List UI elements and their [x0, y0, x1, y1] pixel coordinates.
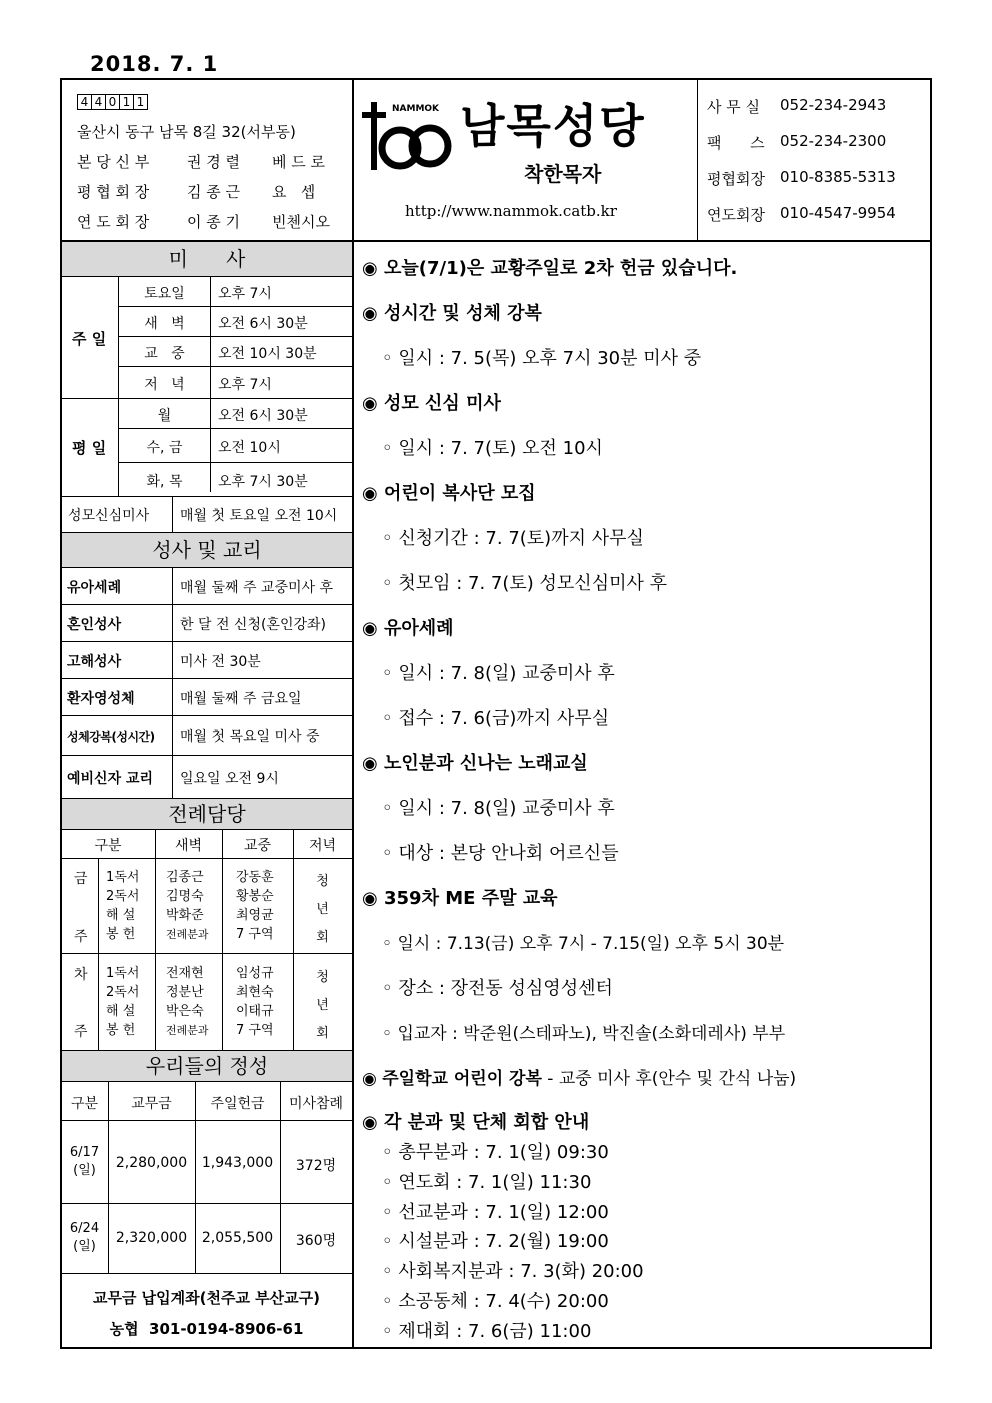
sub-bullet-icon: ◦: [382, 528, 393, 549]
meeting-text: 사회복지분과 : 7. 3(화) 20:00: [398, 1261, 644, 1282]
minister: 강동훈: [236, 870, 274, 885]
sub-bullet-icon: ◦: [382, 978, 393, 999]
contact-label: 연도회장: [707, 206, 765, 224]
mass-header: 미 사: [62, 242, 352, 276]
bullet-icon: ◉: [362, 618, 378, 639]
notice-text: 359차 ME 주말 교육: [384, 888, 558, 909]
notice-text: 성시간 및 성체 강복: [384, 303, 542, 324]
sub-bullet-icon: ◦: [382, 1172, 393, 1193]
sacrament-name: 예비신자 교리: [67, 771, 154, 787]
bullet-icon: ◉: [362, 393, 378, 414]
notice-detail: [382, 839, 619, 865]
special-mass-time: 매월 첫 토요일 오전 10시: [180, 508, 338, 524]
mass-name: 새 벽: [144, 316, 185, 332]
meeting-item: [382, 1287, 609, 1313]
rule: [118, 428, 352, 429]
collection-value: 1,943,000: [201, 1155, 274, 1171]
notice-text: 성모 신심 미사: [384, 393, 501, 414]
meeting-item: [382, 1317, 591, 1343]
rule: [118, 306, 352, 307]
notice: [362, 299, 542, 325]
minister: 정분난: [166, 985, 204, 1000]
bullet-icon: ◉: [362, 1069, 377, 1089]
contact-value: 010-8385-5313: [780, 168, 896, 186]
sub-bullet-icon: ◦: [382, 1321, 393, 1342]
liturgy-col-header: 교중: [243, 838, 272, 854]
evening-ministers: [293, 964, 352, 1048]
contact-value: 052-234-2300: [780, 132, 887, 150]
notice: [362, 1064, 796, 1089]
detail-text: 일시 : 7.13(금) 오후 7시 - 7.15(일) 오후 5시 30분: [397, 934, 785, 954]
rule: [118, 366, 352, 367]
rule: [61, 755, 352, 756]
detail-text: 일시 : 7. 8(일) 교중미사 후: [398, 663, 615, 684]
minister: 7 구역: [236, 1023, 274, 1038]
sacrament-value: 매월 둘째 주 교중미사 후: [180, 580, 334, 596]
minister: 황봉순: [236, 889, 274, 904]
group-label: 금: [74, 871, 88, 887]
info-name: 김 종 근: [187, 183, 241, 201]
rule: [222, 829, 223, 1050]
sacraments-header: 성사 및 교리: [62, 533, 352, 567]
mass-time: 오전 10시: [218, 440, 281, 456]
offering-col-header: 구분: [70, 1096, 99, 1112]
minister: 청: [316, 874, 329, 889]
notice-detail: [382, 1019, 785, 1044]
role-label: 2독서: [106, 889, 140, 904]
meeting-text: 선교분과 : 7. 1(일) 12:00: [398, 1202, 609, 1223]
mass-time: 오후 7시: [218, 377, 272, 393]
header-contact-divider: [697, 79, 698, 240]
notice: [362, 614, 454, 640]
group-label: 차: [74, 967, 88, 983]
dawn-ministers: [166, 964, 209, 1040]
notice: [362, 884, 558, 910]
detail-text: 일시 : 7. 8(일) 교중미사 후: [398, 798, 615, 819]
liturgy-header: 전례담당: [62, 799, 352, 829]
sub-bullet-icon: ◦: [382, 663, 393, 684]
rule: [118, 462, 352, 463]
notice-detail: [382, 524, 644, 550]
notice: [362, 479, 536, 505]
rule: [61, 496, 352, 497]
sub-bullet-icon: ◦: [382, 1231, 393, 1252]
offering-col-header: 미사참례: [288, 1096, 344, 1112]
meeting-item: [382, 1227, 609, 1253]
bullet-icon: ◉: [362, 1112, 378, 1133]
sacrament-value: 한 달 전 신청(혼인강좌): [180, 617, 326, 633]
notice-text: 어린이 복사단 모집: [384, 483, 536, 504]
notice-detail: [382, 794, 615, 820]
sacrament-name: 고해성사: [67, 654, 122, 670]
detail-text: 신청기간 : 7. 7(토)까지 사무실: [398, 528, 644, 549]
meeting-text: 총무분과 : 7. 1(일) 09:30: [398, 1142, 609, 1163]
info-baptism: 빈첸시오: [272, 213, 330, 231]
meeting-item: [382, 1138, 609, 1164]
rule: [61, 953, 352, 954]
rule: [61, 276, 352, 277]
detail-text: 대상 : 본당 안나회 어르신들: [398, 843, 619, 864]
rule: [118, 336, 352, 337]
rule: [61, 715, 352, 716]
minister: 전재현: [166, 966, 204, 981]
attendance-value: 360명: [295, 1233, 337, 1249]
minister: 전례분과: [166, 928, 209, 941]
group-label: 주: [74, 929, 88, 945]
info-baptism: 베 드 로: [272, 153, 326, 171]
notice: [362, 389, 501, 415]
notice-text: 주일학교 어린이 강복: [382, 1069, 542, 1089]
zip-code: 4 4 0 1 1: [77, 91, 147, 110]
meeting-text: 연도회 : 7. 1(일) 11:30: [398, 1172, 592, 1193]
sub-bullet-icon: ◦: [382, 1261, 393, 1282]
minister: 년: [316, 998, 329, 1013]
liturgy-col-header: 저녁: [308, 838, 337, 854]
info-role: 연 도 회 장: [77, 213, 150, 231]
bullet-icon: ◉: [362, 753, 378, 774]
role-label: 봉 헌: [106, 1023, 136, 1038]
rule: [61, 398, 352, 399]
notice-detail: [382, 344, 701, 370]
minister: 회: [316, 930, 329, 945]
notice-detail: [382, 704, 609, 730]
sub-bullet-icon: ◦: [382, 348, 393, 369]
sacrament-value: 매월 첫 목요일 미사 중: [180, 729, 320, 745]
bullet-icon: ◉: [362, 483, 378, 504]
mass-time: 오전 10시 30분: [218, 346, 317, 362]
sub-bullet-icon: ◦: [382, 708, 393, 729]
role-label: 1독서: [106, 966, 140, 981]
rule: [98, 858, 99, 1050]
meeting-text: 제대회 : 7. 6(금) 11:00: [398, 1321, 592, 1342]
sub-bullet-icon: ◦: [382, 1142, 393, 1163]
info-name: 권 경 렬: [187, 153, 241, 171]
rule: [61, 1120, 352, 1121]
rule: [61, 858, 352, 859]
evening-ministers: [293, 868, 352, 952]
sacrament-name: 환자영성체: [67, 691, 135, 707]
mass-name: 교 중: [144, 346, 185, 362]
bullet-icon: ◉: [362, 258, 378, 279]
minister: 7 구역: [236, 927, 274, 942]
minister: 김명숙: [166, 889, 204, 904]
minister: 년: [316, 902, 329, 917]
mass-name: 월: [157, 408, 172, 424]
rule: [61, 678, 352, 679]
day: (일): [73, 1239, 96, 1254]
meeting-text: 소공동체 : 7. 4(수) 20:00: [398, 1291, 609, 1312]
collection-value: 2,055,500: [201, 1230, 274, 1246]
group-label: 주: [74, 1024, 88, 1040]
detail-text: 접수 : 7. 6(금)까지 사무실: [398, 708, 610, 729]
notice: [362, 749, 588, 775]
sub-bullet-icon: ◦: [382, 438, 393, 459]
minister: 이태규: [236, 1004, 274, 1019]
detail-text: 일시 : 7. 7(토) 오전 10시: [398, 438, 603, 459]
account-title: 교무금 납입계좌(천주교 부산교구): [92, 1289, 321, 1307]
sub-bullet-icon: ◦: [382, 1202, 393, 1223]
liturgy-roles: [106, 964, 139, 1040]
notice: [362, 254, 737, 280]
info-role: 본 당 신 부: [77, 153, 150, 171]
sub-bullet-icon: ◦: [382, 934, 393, 954]
dawn-ministers: [166, 868, 209, 944]
rule: [61, 641, 352, 642]
sub-bullet-icon: ◦: [382, 1024, 393, 1044]
notice-text: 노인분과 신나는 노래교실: [384, 753, 588, 774]
day: (일): [73, 1163, 96, 1178]
sacrament-name: 혼인성사: [67, 617, 122, 633]
minister: 회: [316, 1026, 329, 1041]
notice-detail: [382, 929, 784, 954]
mass-time: 오전 6시 30분: [218, 316, 308, 332]
parish-url[interactable]: http://www.nammok.catb.kr: [405, 202, 617, 220]
notice-detail: [382, 659, 615, 685]
bullet-icon: ◉: [362, 888, 378, 909]
parish-motto: 착한목자: [524, 162, 602, 186]
mass-name: 토요일: [144, 286, 185, 302]
parish-name: 남목성당: [460, 99, 646, 153]
info-role: 평 협 회 장: [77, 183, 150, 201]
minister: 박화준: [166, 908, 204, 923]
rule: [61, 567, 352, 568]
rule: [155, 829, 156, 1050]
liturgy-col-header: 구분: [94, 838, 122, 854]
contact-value: 052-234-2943: [780, 96, 887, 114]
minister: 전례분과: [166, 1024, 209, 1037]
rule: [61, 604, 352, 605]
contact-label: 사 무 실: [707, 98, 761, 116]
offering-date: [61, 1144, 108, 1180]
sacrament-value: 일요일 오전 9시: [180, 771, 279, 787]
sunday-label: 주 일: [72, 330, 107, 348]
info-name: 이 종 기: [187, 213, 241, 231]
notice-text: 오늘(7/1)은 교황주일로 2차 헌금 있습니다.: [384, 258, 738, 279]
role-label: 해 설: [106, 908, 136, 923]
notice-text-detail: - 교중 미사 후(안수 및 간식 나눔): [541, 1069, 797, 1089]
role-label: 1독서: [106, 870, 140, 885]
mass-time: 오후 7시 30분: [218, 474, 308, 490]
detail-text: 첫모임 : 7. 7(토) 성모신심미사 후: [398, 573, 667, 594]
address: 울산시 동구 남목 8길 32(서부동): [77, 123, 296, 141]
minister: 최현숙: [236, 985, 274, 1000]
sub-bullet-icon: ◦: [382, 798, 393, 819]
rule: [172, 496, 173, 532]
main-ministers: [236, 964, 274, 1040]
notice: [362, 1108, 589, 1134]
detail-text: 장소 : 장전동 성심영성센터: [398, 978, 613, 999]
mass-name: 수, 금: [146, 440, 183, 456]
column-divider: [352, 79, 354, 1349]
sub-bullet-icon: ◦: [382, 843, 393, 864]
offering-date: [61, 1220, 108, 1256]
meeting-item: [382, 1198, 609, 1224]
mass-name: 저 녁: [144, 377, 185, 393]
offering-col-header: 교무금: [131, 1096, 172, 1112]
rule: [172, 567, 173, 798]
special-mass-name: 성모신심미사: [68, 508, 150, 524]
minister: 김종근: [166, 870, 204, 885]
attendance-value: 372명: [295, 1158, 337, 1174]
mass-name: 화, 목: [146, 474, 183, 490]
sacrament-name: 성체강복(성시간): [67, 730, 155, 744]
mass-time: 오전 6시 30분: [218, 408, 308, 424]
bullet-icon: ◉: [362, 303, 378, 324]
rule: [61, 1203, 352, 1204]
meeting-item: [382, 1168, 591, 1194]
offerings-header: 우리들의 정성: [62, 1051, 352, 1081]
sacrament-name: 유아세례: [67, 580, 122, 596]
minister: 임성규: [236, 966, 274, 981]
weekday-label: 평 일: [72, 439, 107, 457]
meeting-text: 시설분과 : 7. 2(월) 19:00: [398, 1231, 609, 1252]
minister: 박은숙: [166, 1004, 204, 1019]
contact-value: 010-4547-9954: [780, 204, 896, 222]
date: 6/24: [69, 1221, 100, 1236]
notice-detail: [382, 434, 603, 460]
notice-text: 각 분과 및 단체 회합 안내: [384, 1112, 590, 1133]
main-ministers: [236, 868, 274, 944]
info-baptism: 요 셉: [272, 183, 316, 201]
mass-time: 오후 7시: [218, 286, 272, 302]
liturgy-roles: [106, 868, 139, 944]
detail-text: 일시 : 7. 5(목) 오후 7시 30분 미사 중: [398, 348, 702, 369]
date: 6/17: [69, 1145, 100, 1160]
rule: [61, 1081, 352, 1082]
minister: 청: [316, 970, 329, 985]
rule: [61, 1273, 352, 1274]
rule: [210, 276, 211, 492]
tithe-value: 2,320,000: [115, 1230, 188, 1246]
bulletin-date: 2018. 7. 1: [90, 52, 219, 76]
account-number: 농협 301-0194-8906-61: [109, 1320, 304, 1338]
minister: 최영균: [236, 908, 274, 923]
logo-text: NAMMOK: [392, 104, 440, 114]
meeting-item: [382, 1257, 644, 1283]
detail-text: 입교자 : 박준원(스테파노), 박진솔(소화데레사) 부부: [397, 1024, 786, 1044]
tithe-value: 2,280,000: [115, 1155, 188, 1171]
contact-label: 평협회장: [707, 170, 765, 188]
notice-text: 유아세례: [384, 618, 454, 639]
notice-detail: [382, 569, 667, 595]
notice-detail: [382, 974, 613, 1000]
liturgy-col-header: 새벽: [174, 838, 203, 854]
rule: [61, 829, 352, 830]
sacrament-value: 미사 전 30분: [180, 654, 261, 670]
sacrament-value: 매월 둘째 주 금요일: [180, 691, 302, 707]
contact-label: 팩 스: [707, 134, 765, 152]
sub-bullet-icon: ◦: [382, 1291, 393, 1312]
role-label: 2독서: [106, 985, 140, 1000]
sub-bullet-icon: ◦: [382, 573, 393, 594]
role-label: 봉 헌: [106, 927, 136, 942]
offering-col-header: 주일헌금: [210, 1096, 265, 1112]
role-label: 해 설: [106, 1004, 136, 1019]
